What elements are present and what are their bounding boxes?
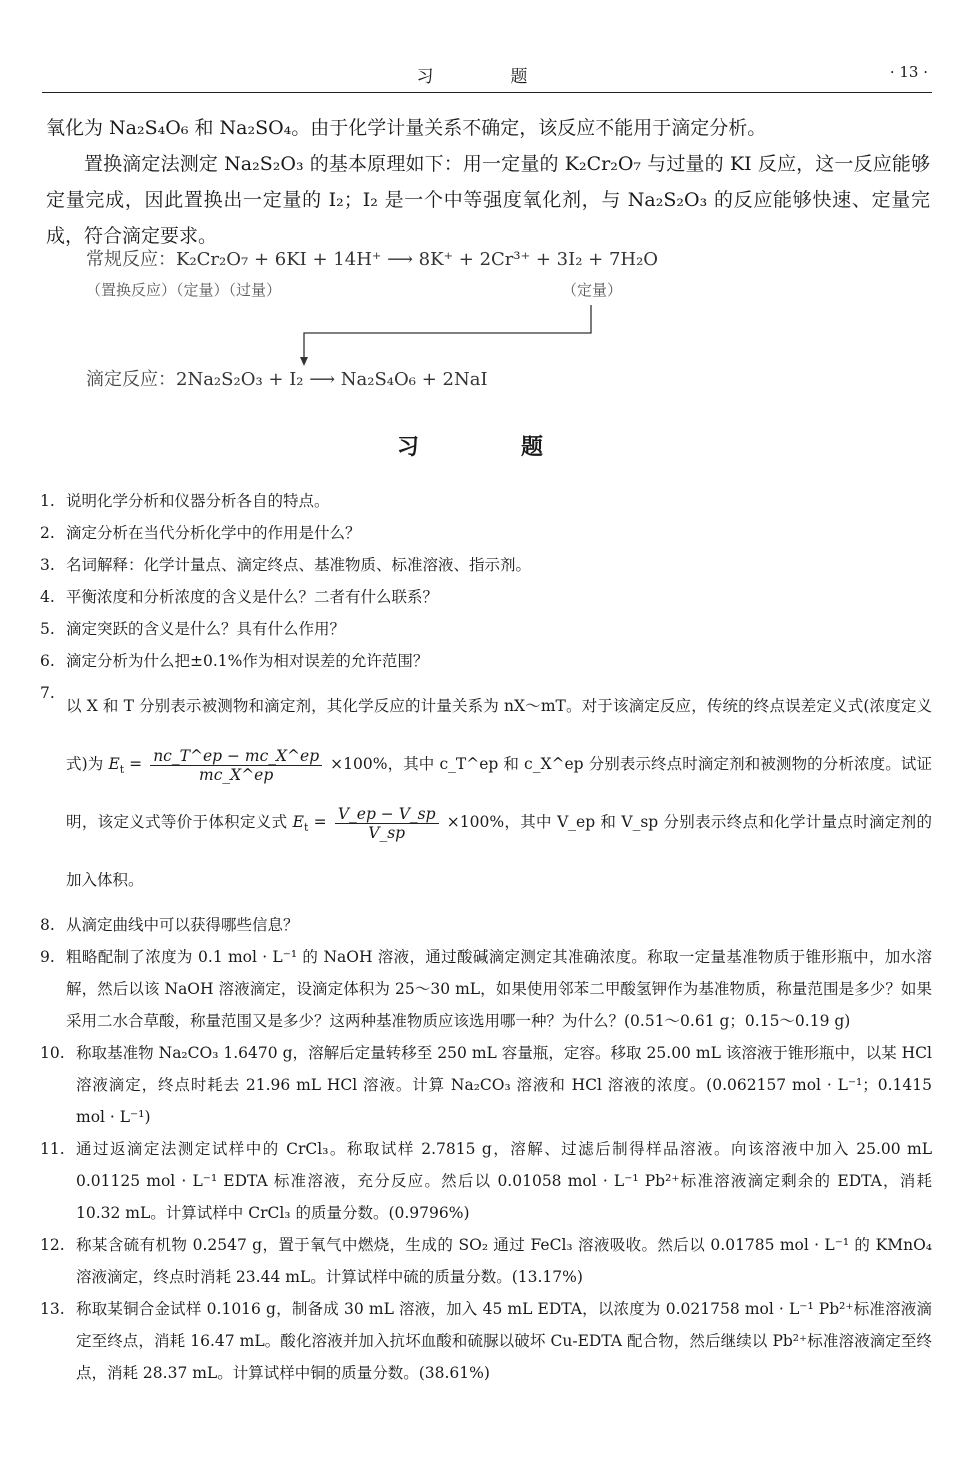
error-symbol: E	[108, 755, 120, 773]
page-number: · 13 ·	[889, 63, 928, 81]
exercise-number: 5.	[40, 620, 55, 638]
exercise-text: 粗略配制了浓度为 0.1 mol · L⁻¹ 的 NaOH 溶液，通过酸碱滴定测定其准确浓度。称取一定量基准物质于锥形瓶中，加水溶解，然后以该 NaOH 溶液滴定，设滴定体积为 25～30 mL，如果使用邻苯二甲酸氢钾作为基准物质，称量范围是多少？如果采用二水合草酸，称量范围又是多少？这两种基准物质应该选用哪一种？为什么？(0.51～0.61 g；0.15～0.19 g)	[66, 948, 932, 1030]
exercise-number: 3.	[40, 556, 55, 574]
exercise-number: 9.	[40, 948, 55, 966]
exercise-text: 称某含硫有机物 0.2547 g，置于氧气中燃烧，生成的 SO₂ 通过 FeCl₃ 溶液吸收。然后以 0.01785 mol · L⁻¹ 的 KMnO₄ 溶液滴定，终点时消耗 23.44 mL。计算试样中硫的质量分数。(13.17%)	[76, 1236, 932, 1286]
exercise-text: 称取基准物 Na₂CO₃ 1.6470 g，溶解后定量转移至 250 mL 容量瓶，定容。移取 25.00 mL 该溶液于锥形瓶中，以某 HCl 溶液滴定，终点时耗去 21.96 mL HCl 溶液。计算 Na₂CO₃ 溶液和 HCl 溶液的浓度。(0.062157 mol · L⁻¹；0.1415 mol · L⁻¹)	[76, 1044, 932, 1126]
intro-line-1: 氧化为 Na₂S₄O₆ 和 Na₂SO₄。由于化学计量关系不确定，该反应不能用于滴定分析。	[46, 117, 767, 139]
titration-equation: 2Na₂S₂O₃ + I₂ ⟶ Na₂S₄O₆ + 2NaI	[176, 369, 488, 390]
exercise-number: 6.	[40, 652, 55, 670]
exercise-8	[40, 909, 932, 941]
fraction-numerator: nc_T^ep − mc_X^ep	[150, 747, 322, 766]
intro-text	[46, 110, 930, 254]
exercise-3	[40, 549, 932, 581]
titration-label: 滴定反应：	[86, 369, 176, 390]
exercise-6	[40, 645, 932, 677]
exercise-9	[40, 941, 932, 1037]
titration-reaction	[86, 365, 488, 391]
exercise-text: 名词解释：化学计量点、滴定终点、基准物质、标准溶液、指示剂。	[66, 556, 532, 574]
fraction-denominator: V_sp	[368, 823, 406, 842]
exercise-text: 滴定分析为什么把±0.1%作为相对误差的允许范围？	[66, 652, 429, 670]
exercise-number: 7.	[40, 684, 55, 702]
exercise-12	[40, 1229, 932, 1293]
exercise-number: 11.	[40, 1140, 65, 1158]
exercise-7-part-b: ×100%，其中 c_T^ep 和 c_X^ep 分别表示终点时滴定剂和被测物的分析浓度。试证明，该定义式等价于体积定义式	[66, 755, 932, 831]
concentration-error-fraction	[150, 747, 322, 784]
exercise-text: 滴定突跃的含义是什么？具有什么作用？	[66, 620, 346, 638]
exercise-10	[40, 1037, 932, 1133]
exercise-7-part-c: ×100%，其中 V_ep 和 V_sp 分别表示终点和化学计量点时滴定剂的加入体积。	[66, 813, 932, 889]
exercise-5	[40, 613, 932, 645]
reaction-notes-right: （定量）	[562, 281, 623, 299]
exercise-text: 通过返滴定法测定试样中的 CrCl₃。称取试样 2.7815 g，溶解、过滤后制得样品溶液。向该溶液中加入 25.00 mL 0.01125 mol · L⁻¹ EDTA 标准溶液，充分反应。然后以 0.01058 mol · L⁻¹ Pb²⁺标准溶液滴定剩余的 EDTA，消耗 10.32 mL。计算试样中 CrCl₃ 的质量分数。(0.9796%)	[76, 1140, 932, 1222]
fraction-denominator: mc_X^ep	[199, 765, 274, 784]
exercise-11	[40, 1133, 932, 1229]
exercise-list	[40, 485, 932, 1389]
exercise-number: 4.	[40, 588, 55, 606]
exercise-7-part-a: 以 X 和 T 分别表示被测物和滴定剂，其化学反应的计量关系为 nX～mT。对于该滴定反应，传统的终点误差定义式(浓度定义式)为	[66, 697, 932, 773]
running-header	[42, 58, 932, 93]
exercise-1	[40, 485, 932, 517]
section-title: 习 题	[396, 435, 583, 460]
exercise-text: 称取某铜合金试样 0.1016 g，制备成 30 mL 溶液，加入 45 mL EDTA，以浓度为 0.021758 mol · L⁻¹ Pb²⁺标准溶液滴定至终点，消耗 16.47 mL。酸化溶液并加入抗坏血酸和硫脲以破坏 Cu-EDTA 配合物，然后继续以 Pb²⁺标准溶液滴定至终点，消耗 28.37 mL。计算试样中铜的质量分数。(38.61%)	[76, 1300, 932, 1382]
fraction-numerator: V_ep − V_sp	[335, 805, 439, 824]
exercise-text: 滴定分析在当代分析化学中的作用是什么？	[66, 524, 361, 542]
exercise-number: 8.	[40, 916, 55, 934]
exercise-number: 13.	[40, 1300, 65, 1318]
exercise-13	[40, 1293, 932, 1389]
exercise-2	[40, 517, 932, 549]
exercise-number: 2.	[40, 524, 55, 542]
running-title: 习 题	[416, 67, 558, 87]
exercise-text: 以 X 和 T 分别表示被测物和滴定剂，其化学反应的计量关系为 nX～mT。对于该滴定反应，传统的终点误差定义式(浓度定义式)为 $E_t$ = $\frac{nc\_T\^{}ep - mc\_X\^{}ep}{mc\_X\^{}ep}$ ×100%，其中 c_T^ep 和 c_X^ep 分别表示终点时滴定剂和被测物的分析浓度。试证明，该定义式等价于体积定义式 $E_t$ = $\frac{V\_ep - V\_sp}{V\_sp}$ ×100%，其中 V_ep 和 V_sp 分别表示终点和化学计量点时滴定剂的加入体积。	[66, 697, 932, 889]
exercise-text: 说明化学分析和仪器分析各自的特点。	[66, 492, 330, 510]
exercise-number: 1.	[40, 492, 55, 510]
exercise-text: 从滴定曲线中可以获得哪些信息？	[66, 916, 299, 934]
exercise-number: 10.	[40, 1044, 65, 1062]
reaction-scheme	[86, 245, 786, 395]
volume-error-fraction	[335, 805, 439, 842]
conventional-equation: K₂Cr₂O₇ + 6KI + 14H⁺ ⟶ 8K⁺ + 2Cr³⁺ + 3I₂ + 7H₂O	[176, 249, 659, 270]
exercise-7	[40, 677, 932, 909]
intro-paragraph-2: 置换滴定法测定 Na₂S₂O₃ 的基本原理如下：用一定量的 K₂Cr₂O₇ 与过量的 KI 反应，这一反应能够定量完成，因此置换出一定量的 I₂；I₂ 是一个中等强度氧化剂，与 Na₂S₂O₃ 的反应能够快速、定量完成，符合滴定要求。	[46, 153, 930, 247]
exercise-text: 平衡浓度和分析浓度的含义是什么？二者有什么联系？	[66, 588, 439, 606]
exercise-number: 12.	[40, 1236, 65, 1254]
reaction-notes-left: （置换反应）（定量）（过量）	[86, 281, 282, 299]
conventional-label: 常规反应：	[86, 249, 176, 270]
exercise-4	[40, 581, 932, 613]
